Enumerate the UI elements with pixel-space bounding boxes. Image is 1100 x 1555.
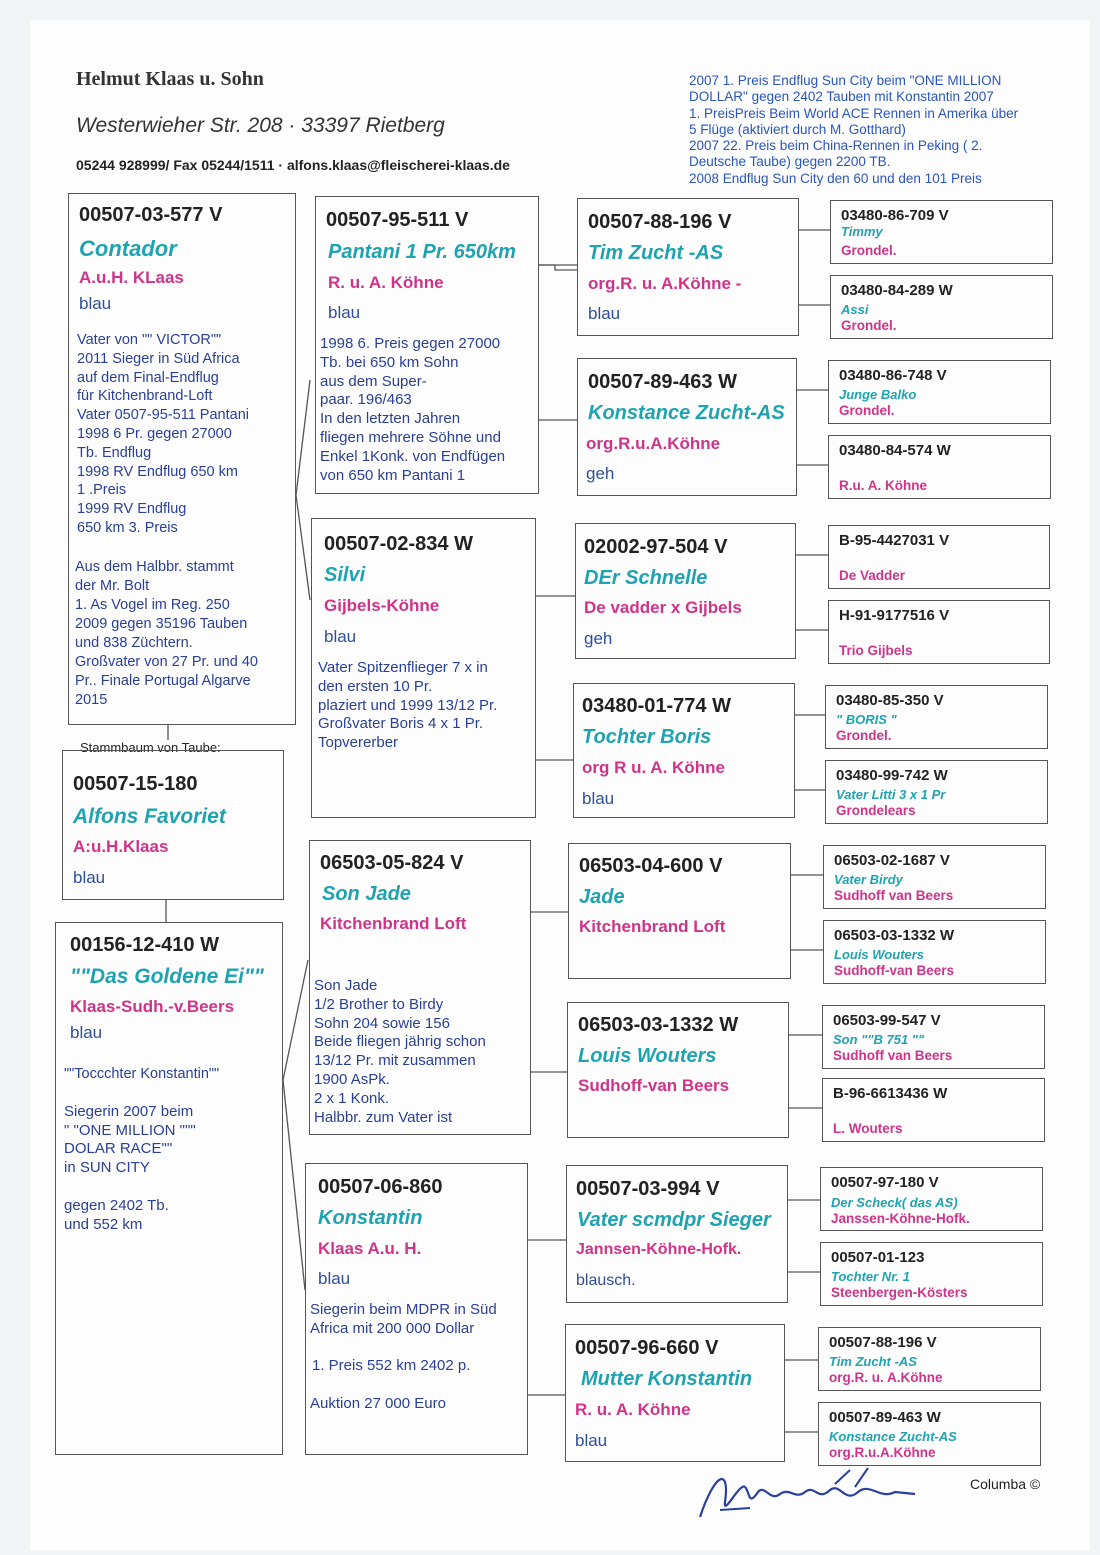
father-color: blau <box>79 294 112 313</box>
breeder-name: Helmut Klaas u. Sohn <box>76 68 264 90</box>
gen3-name: Tochter Boris <box>582 726 712 748</box>
gen4-ring: 03480-99-742 W <box>836 767 948 784</box>
gen4-name: Assi <box>841 302 869 317</box>
gen3-box-1 <box>577 198 799 336</box>
subject-breeder: A:u.H.Klaas <box>73 837 169 856</box>
father-box <box>68 193 296 725</box>
mother-breeder: Klaas-Sudh.-v.Beers <box>70 997 235 1016</box>
gen4-ring: B-95-4427031 V <box>839 532 950 549</box>
gen4-name: Junge Balko <box>839 387 917 402</box>
gen3-name: Vater scmdpr Sieger <box>577 1209 771 1231</box>
father-note: Vater von "" VICTOR"" 2011 Sieger in Süd Africa auf dem Final-Endflug für Kitchenbrand-Loft Vater 0507-95-511 Pantani 1998 6 Pr. gegen 27000 Tb. Endflug 1998 RV Endflug 650 km 1 .Preis 1999 RV Endflug 650 km 3. Preis <box>77 332 249 536</box>
subject-color: blau <box>73 868 106 887</box>
mother-color: blau <box>70 1023 103 1042</box>
gen4-ring: 03480-85-350 V <box>836 692 944 709</box>
gen2-ring: 00507-02-834 W <box>324 533 473 555</box>
gen4-name: Der Scheck( das AS) <box>831 1195 958 1210</box>
mother-name: ""Das Goldene Ei"" <box>70 965 264 988</box>
gen4-box-3 <box>828 360 1051 424</box>
gen3-color: blau <box>575 1431 608 1450</box>
gen4-breeder: Sudhoff-van Beers <box>834 963 955 978</box>
gen3-box-4 <box>573 683 795 818</box>
gen4-box-4 <box>828 435 1051 499</box>
gen3-name: DEr Schnelle <box>584 567 708 589</box>
stammbaum-label: Stammbaum von Taube: <box>80 740 221 755</box>
gen2-note: Siegerin beim MDPR in Süd Africa mit 200 000 Dollar <box>310 1301 497 1337</box>
gen3-color: blau <box>582 789 615 808</box>
gen3-ring: 06503-03-1332 W <box>578 1014 739 1036</box>
gen3-name: Konstance Zucht-AS <box>588 402 785 424</box>
gen3-color: blau <box>588 304 621 323</box>
gen4-name: " BORIS " <box>836 712 897 727</box>
gen3-breeder: De vadder x Gijbels <box>584 598 742 617</box>
gen4-box-15 <box>818 1327 1041 1391</box>
gen2-breeder: Gijbels-Köhne <box>324 596 440 615</box>
gen2-color: blau <box>318 1269 351 1288</box>
gen4-ring: 00507-97-180 V <box>831 1174 939 1191</box>
signature <box>690 1462 930 1532</box>
gen4-breeder: Sudhoff van Beers <box>833 1048 953 1063</box>
gen4-box-10 <box>823 920 1046 984</box>
gen2-breeder: Klaas A.u. H. <box>318 1239 422 1258</box>
gen2-note: Son Jade 1/2 Brother to Birdy Sohn 204 sowie 156 Beide fliegen jährig schon 13/12 Pr. mit zusammen 1900 AsPk. 2 x 1 Konk. Halbbr. zum Vater ist <box>314 977 486 1126</box>
gen4-breeder: Trio Gijbels <box>839 643 913 658</box>
gen2-color: blau <box>324 627 357 646</box>
gen4-box-6 <box>828 600 1050 664</box>
father-name: Contador <box>79 236 177 261</box>
gen4-breeder: org.R. u. A.Köhne <box>829 1370 943 1385</box>
gen4-ring: 06503-02-1687 V <box>834 852 950 869</box>
gen4-box-12 <box>822 1078 1045 1142</box>
gen4-breeder: R.u. A. Köhne <box>839 478 927 493</box>
gen3-ring: 00507-96-660 V <box>575 1337 719 1359</box>
achievements-text: 2007 1. Preis Endflug Sun City beim "ONE MILLION DOLLAR" gegen 2402 Tauben mit Konstantin 2007 1. PreisPreis Beim World ACE Rennen in Amerika über 5 Flüge (aktiviert durch M. Gotthard) 2007 22. Preis beim China-Rennen in Peking ( 2. Deutsche Taube) gegen 2200 TB. 2008 Endflug Sun City den 60 und den 101 Preis <box>689 73 1019 186</box>
mother-box <box>55 922 283 1455</box>
breeder-contact: 05244 928999/ Fax 05244/1511 · alfons.klaas@fleischerei-klaas.de <box>76 157 510 173</box>
subject-name: Alfons Favoriet <box>73 805 226 828</box>
columba-brand: Columba © <box>970 1476 1041 1492</box>
gen4-breeder: Sudhoff van Beers <box>834 888 954 903</box>
gen2-ring: 06503-05-824 V <box>320 852 464 874</box>
gen3-ring: 06503-04-600 V <box>579 855 723 877</box>
gen3-box-6 <box>567 1002 789 1138</box>
gen3-breeder: Sudhoff-van Beers <box>578 1076 730 1095</box>
gen4-breeder: Grondel. <box>841 318 897 333</box>
gen3-breeder: R. u. A. Köhne <box>575 1400 691 1419</box>
gen2-breeder: Kitchenbrand Loft <box>320 914 467 933</box>
gen4-breeder: Grondel. <box>841 243 897 258</box>
gen3-name: Louis Wouters <box>578 1045 717 1067</box>
gen4-box-9 <box>823 845 1046 909</box>
gen3-breeder: org.R.u.A.Köhne <box>586 434 721 453</box>
gen4-breeder: Grondel. <box>839 403 895 418</box>
subject-box <box>62 750 284 900</box>
gen2-box-2 <box>311 518 536 818</box>
gen2-note-2: 1. Preis 552 km 2402 p. <box>312 1357 471 1374</box>
gen4-name: Vater Litti 3 x 1 Pr <box>836 787 946 802</box>
gen4-ring: 03480-86-748 V <box>839 367 947 384</box>
gen4-name: Tim Zucht -AS <box>829 1354 917 1369</box>
gen4-ring: 03480-84-574 W <box>839 442 951 459</box>
gen3-box-2 <box>577 358 797 496</box>
gen3-name: Mutter Konstantin <box>581 1368 753 1390</box>
gen3-ring: 00507-03-994 V <box>576 1178 720 1200</box>
gen3-ring: 00507-88-196 V <box>588 211 732 233</box>
gen4-breeder: Grondel. <box>836 728 892 743</box>
gen4-ring: 00507-88-196 V <box>829 1334 937 1351</box>
gen3-breeder: org.R. u. A.Köhne - <box>588 274 742 293</box>
gen4-name: Louis Wouters <box>834 947 925 962</box>
gen4-breeder: De Vadder <box>839 568 906 583</box>
gen3-ring: 02002-97-504 V <box>584 536 728 558</box>
gen4-box-14 <box>820 1242 1043 1306</box>
gen2-note-3: Auktion 27 000 Euro <box>310 1395 446 1412</box>
subject-ring: 00507-15-180 <box>73 773 198 795</box>
gen3-name: Tim Zucht -AS <box>588 242 724 264</box>
gen3-color: geh <box>584 629 613 648</box>
gen2-box-1 <box>315 196 539 494</box>
gen2-color: blau <box>328 303 361 322</box>
gen4-box-8 <box>825 760 1048 824</box>
gen2-box-4 <box>305 1163 528 1455</box>
gen4-ring: B-96-6613436 W <box>833 1085 948 1102</box>
gen4-ring: H-91-9177516 V <box>839 607 950 624</box>
gen3-color: geh <box>586 464 615 483</box>
gen2-name: Konstantin <box>318 1207 423 1229</box>
gen3-name: Jade <box>579 886 625 908</box>
gen3-breeder: Kitchenbrand Loft <box>579 917 726 936</box>
gen4-breeder: org.R.u.A.Köhne <box>829 1445 936 1460</box>
mother-note-3: gegen 2402 Tb. und 552 km <box>64 1197 169 1233</box>
gen3-ring: 03480-01-774 W <box>582 695 731 717</box>
gen4-name: Konstance Zucht-AS <box>829 1429 957 1444</box>
father-note-2: Aus dem Halbbr. stammt der Mr. Bolt 1. As Vogel im Reg. 250 2009 gegen 35196 Tauben und 838 Züchtern. Großvater von 27 Pr. und 40 Pr.. Finale Portugal Algarve 2015 <box>75 559 258 708</box>
gen2-box-3 <box>309 840 531 1135</box>
gen4-name: Son ""B 751 "" <box>833 1032 925 1047</box>
gen4-ring: 06503-99-547 V <box>833 1012 941 1029</box>
gen4-box-13 <box>820 1167 1043 1231</box>
gen3-box-8 <box>565 1324 785 1462</box>
gen4-ring: 03480-86-709 V <box>841 207 949 224</box>
gen3-breeder: org R u. A. Köhne <box>582 758 725 777</box>
mother-note: ""Toccchter Konstantin"" <box>64 1066 220 1082</box>
gen4-box-11 <box>822 1005 1045 1069</box>
gen3-box-3 <box>575 523 796 659</box>
gen2-ring: 00507-95-511 V <box>326 209 469 231</box>
gen4-box-7 <box>825 685 1048 749</box>
gen3-box-5 <box>568 843 791 979</box>
gen4-ring: 00507-01-123 <box>831 1249 925 1266</box>
gen4-box-5 <box>828 525 1050 589</box>
breeder-address: Westerwieher Str. 208 · 33397 Rietberg <box>76 114 445 137</box>
gen2-note: Vater Spitzenflieger 7 x in den ersten 10 Pr. plaziert und 1999 13/12 Pr. Großvater Boris 4 x 1 Pr. Topvererber <box>318 659 498 752</box>
gen4-ring: 03480-84-289 W <box>841 282 953 299</box>
gen4-box-2 <box>830 275 1053 339</box>
gen4-breeder: Janssen-Köhne-Hofk. <box>831 1211 970 1226</box>
gen4-breeder: Grondelears <box>836 803 916 818</box>
gen2-breeder: R. u. A. Köhne <box>328 273 444 292</box>
gen3-box-7 <box>566 1165 788 1303</box>
gen4-box-1 <box>830 200 1053 264</box>
gen4-ring: 00507-89-463 W <box>829 1409 941 1426</box>
gen2-name: Silvi <box>324 564 366 586</box>
gen4-name: Tochter Nr. 1 <box>831 1269 910 1284</box>
gen2-name: Son Jade <box>322 883 411 905</box>
gen2-name: Pantani 1 Pr. 650km <box>328 241 516 263</box>
gen2-ring: 00507-06-860 <box>318 1176 443 1198</box>
mother-ring: 00156-12-410 W <box>70 934 219 956</box>
gen3-color: blausch. <box>576 1272 636 1289</box>
gen3-ring: 00507-89-463 W <box>588 371 737 393</box>
gen4-box-16 <box>818 1402 1041 1466</box>
mother-note-2: Siegerin 2007 beim " "ONE MILLION """ DOLAR RACE"" in SUN CITY <box>64 1103 196 1176</box>
gen4-name: Vater Birdy <box>834 872 903 887</box>
gen4-breeder: L. Wouters <box>833 1121 903 1136</box>
father-breeder: A.u.H. KLaas <box>79 268 184 287</box>
gen2-note: 1998 6. Preis gegen 27000 Tb. bei 650 km Sohn aus dem Super- paar. 196/463 In den letzten Jahren fliegen mehrere Söhne und Enkel 1Konk. von Endfügen von 650 km Pantani 1 <box>320 335 506 484</box>
gen4-name: Timmy <box>841 224 883 239</box>
gen4-breeder: Steenbergen-Kösters <box>831 1285 968 1300</box>
father-ring: 00507-03-577 V <box>79 204 223 226</box>
gen3-breeder: Jannsen-Köhne-Hofk. <box>576 1241 742 1258</box>
gen4-ring: 06503-03-1332 W <box>834 927 955 944</box>
